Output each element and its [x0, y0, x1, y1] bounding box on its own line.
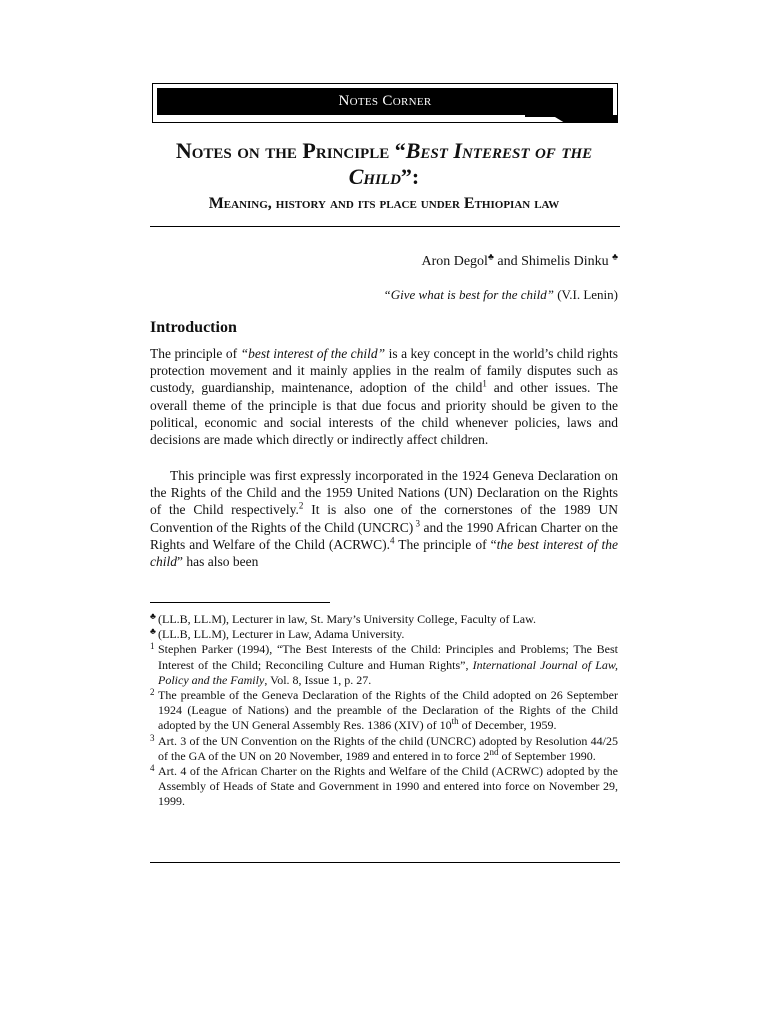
author-joiner: and Shimelis Dinku	[493, 254, 613, 269]
title-italic: Best Interest of the	[405, 138, 593, 163]
text-run: is a key concept in the world’s child rights protection movement and it mainly applies in the realm of family disputes such as custody, guardianship, maintenance, adoption of the child	[150, 346, 618, 396]
page-bottom-rule	[150, 862, 620, 863]
ordinal-suffix: th	[451, 716, 459, 727]
authors-line	[300, 253, 618, 271]
footnote-journal: International Journal of Law, Policy and the Family	[158, 657, 619, 687]
footnote-text: (LL.B, LL.M), Lecturer in law, St. Mary’s University College, Faculty of Law.	[158, 612, 537, 626]
footnote-mark: 2	[150, 687, 155, 698]
ordinal-suffix: nd	[489, 746, 499, 757]
footnote-text: Art. 3 of the UN Convention on the Rights of the child (UNCRC) adopted by Resolution 44/25 of the GA of the UN on 20 November, 1989 and entered in to force 2	[158, 733, 618, 763]
epigraph-quote: “Give what is best for the child”	[383, 287, 554, 302]
author-1-mark: ♣	[487, 251, 494, 262]
footnote-1	[150, 642, 618, 688]
footnote-mark: 3	[150, 732, 155, 743]
author-2-mark: ♣	[612, 251, 618, 262]
epigraph-attribution: (V.I. Lenin)	[553, 287, 618, 302]
emphasis-run: “best interest of the child”	[240, 346, 386, 361]
footnote-4	[150, 764, 618, 810]
title-italic-2: Child	[348, 164, 401, 189]
text-run: and the 1990 African Charter on the Rights and Welfare of the Child (ACRWC).	[150, 519, 618, 552]
footnote-text: of December, 1959.	[458, 718, 557, 733]
text-run: This principle was first expressly incorporated in the 1924 Geneva Declaration on the Rights of the Child and the 1959 United Nations (UN) Declaration on the Rights of the Child respectively.	[150, 468, 618, 518]
footnote-text: Stephen Parker (1994), “The Best Interests of the Child: Principles and Problems; The Best Interest of the Child; Reconciling Culture and Human Rights”,	[158, 642, 618, 672]
footnote-mark: 1	[150, 641, 155, 652]
footnote-author-1	[150, 612, 618, 627]
text-run: The principle of	[150, 346, 241, 361]
notes-corner-banner: Notes Corner	[157, 88, 613, 115]
title-text: Notes on the Principle “	[175, 138, 406, 163]
footnote-ref-4[interactable]: 4	[389, 535, 395, 546]
footnote-ref-1[interactable]: 1	[482, 378, 487, 389]
emphasis-run: the best interest of the child	[150, 536, 618, 570]
footnote-text: (LL.B, LL.M), Lecturer in Law, Adama University.	[158, 627, 405, 642]
footnote-mark: 4	[150, 763, 155, 774]
footnote-ref-2[interactable]: 2	[298, 500, 304, 511]
body-paragraph-1	[150, 345, 618, 448]
footnote-3	[150, 734, 618, 764]
author-1: Aron Degol	[421, 254, 488, 269]
section-heading: Introduction	[150, 319, 237, 336]
footnote-text: Art. 4 of the African Charter on the Rights and Welfare of the Child (ACRWC) adopted by the Assembly of Heads of State and Government in 1990 and entered into force on November 29, 1999.	[158, 764, 618, 809]
banner-notch-decoration	[525, 115, 618, 123]
title-closing: ”:	[400, 164, 420, 189]
footnote-ref-3[interactable]: 3	[413, 518, 421, 529]
body-paragraph-2	[150, 467, 618, 570]
footnote-mark: ♣	[150, 611, 156, 621]
footnote-author-2	[150, 627, 618, 642]
paper-title-line2	[150, 164, 618, 190]
text-run: and other issues. The overall theme of the principle is that due focus and priority should be given to the political, economic and social interests of the child whenever policies, laws and decisions are made which directly or indirectly affect children.	[150, 380, 618, 448]
paper-subtitle: Meaning, history and its place under Ethiopian law	[208, 195, 560, 212]
text-run: It is also one of the cornerstones of the 1989 UN Convention of the Rights of the Child (UNCRC)	[150, 502, 618, 535]
footnote-separator	[150, 602, 330, 603]
text-run: The principle of “	[394, 536, 497, 552]
footnote-2	[150, 688, 618, 734]
footnotes	[150, 612, 618, 810]
footnote-text: , Vol. 8, Issue 1, p. 27.	[264, 672, 372, 687]
footnote-text: of September 1990.	[498, 748, 596, 763]
footnote-mark: ♣	[150, 626, 156, 637]
text-run: ” has also been	[177, 554, 259, 570]
title-divider	[150, 226, 620, 227]
epigraph	[250, 286, 618, 304]
footnote-text: The preamble of the Geneva Declaration of the Rights of the Child adopted on 26 September 1924 (League of Nations) and the preamble of the Declaration of the Rights of the Child adopted by the UN General Assembly Res. 1386 (XIV) of 10	[158, 688, 618, 733]
paper-title-line1	[150, 138, 618, 164]
